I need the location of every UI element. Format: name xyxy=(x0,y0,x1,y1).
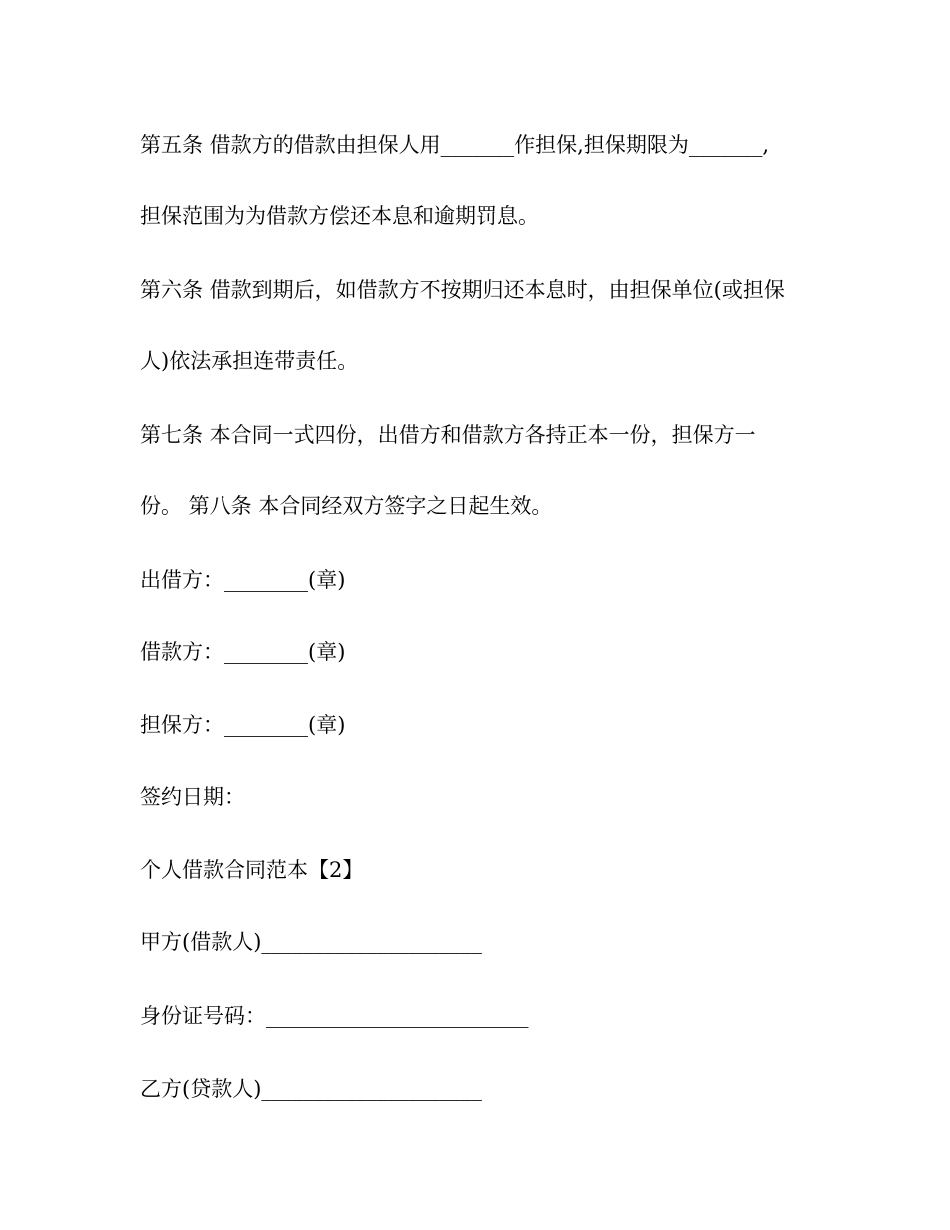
party-b-line: 乙方(贷款人)_____________________ xyxy=(140,1077,482,1101)
borrower-signature-line: 借款方：________(章) xyxy=(140,640,346,664)
id-number-line: 身份证号码：_________________________ xyxy=(140,1004,529,1028)
party-a-line: 甲方(借款人)_____________________ xyxy=(140,930,482,954)
clause-5-line-1: 第五条 借款方的借款由担保人用_______作担保,担保期限为_______, xyxy=(140,133,770,157)
clause-6-line-2: 人)依法承担连带责任。 xyxy=(140,349,359,373)
guarantor-signature-line: 担保方：________(章) xyxy=(140,713,346,737)
clause-6-line-1: 第六条 借款到期后，如借款方不按期归还本息时，由担保单位(或担保 xyxy=(140,278,785,302)
clause-7-line-1: 第七条 本合同一式四份，出借方和借款方各持正本一份，担保方一 xyxy=(140,423,756,447)
clause-7-8-line-2: 份。 第八条 本合同经双方签字之日起生效。 xyxy=(140,494,553,518)
signing-date-line: 签约日期： xyxy=(140,785,245,809)
clause-5-line-2: 担保范围为为借款方偿还本息和逾期罚息。 xyxy=(140,204,539,228)
section-title: 个人借款合同范本【2】 xyxy=(140,858,364,882)
lender-signature-line: 出借方：________(章) xyxy=(140,568,346,592)
